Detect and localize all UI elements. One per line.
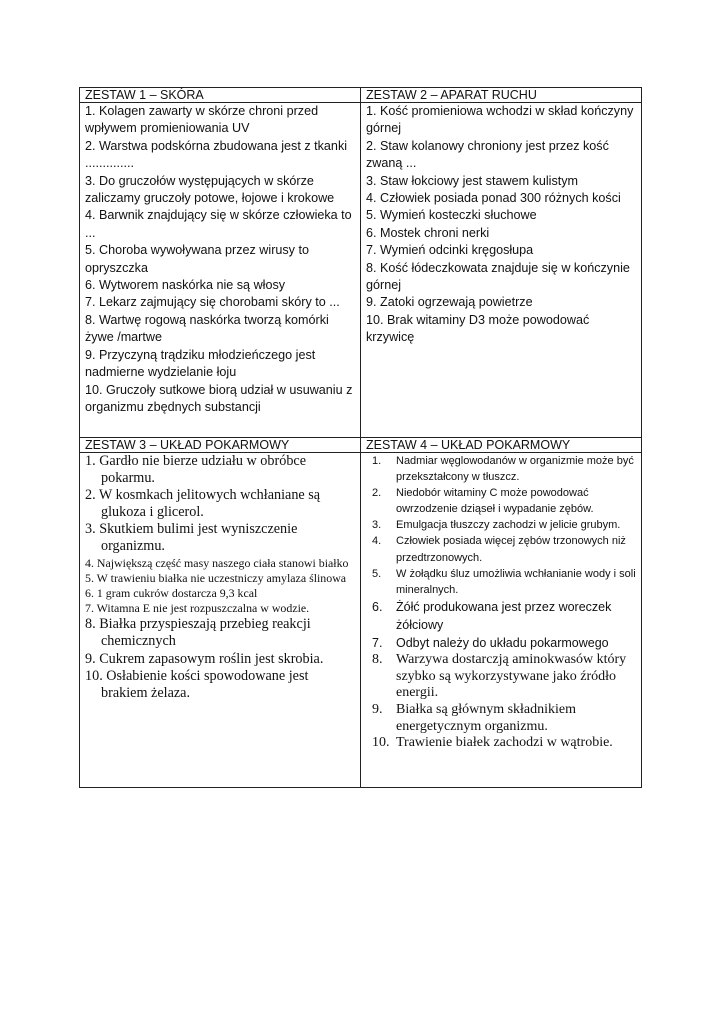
set3-item-2: 2. W kosmkach jelitowych wchłaniane są glukoza i glicerol. bbox=[85, 487, 321, 521]
set2-header: ZESTAW 2 – APARAT RUCHU bbox=[361, 88, 642, 103]
set1-item-10: 10. Gruczoły sutkowe biorą udział w usuwaniu z organizmu zbędnych substancji bbox=[85, 382, 353, 414]
set3-item-9: 9. Cukrem zapasowym roślin jest skrobia. bbox=[85, 650, 324, 667]
set2-body bbox=[361, 103, 642, 438]
set4-item-4-num: 4. bbox=[372, 535, 382, 548]
set4-item-1 bbox=[366, 453, 636, 485]
set4-item-4-text: Człowiek posiada więcej zębów trzonowych niż przedtrzonowych. bbox=[396, 535, 626, 564]
body-row-bottom bbox=[80, 453, 642, 788]
set4-item-4 bbox=[366, 533, 636, 565]
set3-item-7: 7. Witamna E nie jest rozpuszczalna w wodzie. bbox=[85, 601, 310, 616]
set3-item-3: 3. Skutkiem bulimi jest wyniszczenie organizmu. bbox=[85, 521, 298, 555]
header-row-bottom bbox=[80, 438, 642, 453]
set4-item-7-num: 7. bbox=[372, 635, 383, 650]
set4-item-1-text: Nadmiar węglowodanów w organizmie może być przekształcony w tłuszcz. bbox=[396, 455, 634, 484]
set4-item-5 bbox=[366, 566, 636, 598]
quiz-sheet bbox=[79, 87, 641, 788]
set4-item-6-num: 6. bbox=[372, 599, 383, 614]
set3-header: ZESTAW 3 – UKŁAD POKARMOWY bbox=[80, 438, 361, 453]
set4-item-7 bbox=[366, 634, 636, 652]
body-row-top bbox=[80, 103, 642, 438]
set4-item-3-num: 3. bbox=[372, 519, 382, 532]
set3-item-6: 6. 1 gram cukrów dostarcza 9,3 kcal bbox=[85, 585, 258, 600]
set4-item-3-text: Emulgacja tłuszczy zachodzi w jelicie grubym. bbox=[396, 519, 621, 532]
set2-item-5: 5. Wymień kosteczki słuchowe bbox=[366, 208, 537, 223]
set3-item-10: 10. Osłabienie kości spowodowane jest brakiem żelaza. bbox=[85, 667, 309, 701]
set2-item-10: 10. Brak witaminy D3 może powodować krzywicę bbox=[366, 312, 590, 345]
set4-item-8-text: Warzywa dostarczją aminokwasów który szybko są wykorzystywane jako źródło energii. bbox=[396, 651, 627, 701]
set4-item-1-num: 1. bbox=[372, 455, 382, 467]
set2-item-6: 6. Mostek chroni nerki bbox=[366, 225, 490, 240]
set1-item-8: 8. Wartwę rogową naskórka tworzą komórki żywe /martwe bbox=[85, 312, 329, 345]
quiz-table bbox=[79, 87, 642, 788]
set4-item-6-text: Żółć produkowana jest przez woreczek żółciowy bbox=[396, 599, 612, 632]
set1-item-3: 3. Do gruczołów występujących w skórze zaliczamy gruczoły potowe, łojowe i krokowe bbox=[85, 173, 335, 206]
set4-item-3 bbox=[366, 517, 636, 533]
set4-item-2-text: Niedobór witaminy C może powodować owrzodzenie dziąseł i wypadanie zębów. bbox=[396, 487, 594, 516]
set4-item-6 bbox=[366, 598, 636, 634]
set3-item-1: 1. Gardło nie bierze udziału w obróbce pokarmu. bbox=[85, 453, 307, 487]
set1-item-2: 2. Warstwa podskórna zbudowana jest z tkanki .............. bbox=[85, 138, 348, 171]
set4-item-9-num: 9. bbox=[372, 701, 383, 717]
set1-body bbox=[80, 103, 361, 438]
set1-item-6: 6. Wytworem naskórka nie są włosy bbox=[85, 278, 286, 293]
set4-item-9-text: Białka są głównym składnikiem energetycznym organizmu. bbox=[396, 701, 577, 734]
set1-item-7: 7. Lekarz zajmujący się chorobami skóry to ... bbox=[85, 295, 340, 310]
set4-list bbox=[366, 453, 636, 752]
set4-item-10 bbox=[366, 735, 636, 752]
set3-item-4: 4. Największą część masy naszego ciała stanowi białko bbox=[85, 555, 349, 570]
set2-item-2: 2. Staw kolanowy chroniony jest przez kość zwaną ... bbox=[366, 138, 609, 171]
set2-item-7: 7. Wymień odcinki kręgosłupa bbox=[366, 243, 534, 258]
set4-item-10-num: 10. bbox=[372, 735, 390, 751]
set4-header: ZESTAW 4 – UKŁAD POKARMOWY bbox=[361, 438, 642, 453]
set4-item-8-num: 8. bbox=[372, 651, 383, 667]
set2-item-3: 3. Staw łokciowy jest stawem kulistym bbox=[366, 173, 579, 188]
set4-item-2-num: 2. bbox=[372, 487, 382, 500]
set2-item-1: 1. Kość promieniowa wchodzi w skład kończyny górnej bbox=[366, 104, 634, 136]
set3-item-8: 8. Białka przyspieszają przebieg reakcji chemicznych bbox=[85, 616, 311, 650]
set4-item-8 bbox=[366, 652, 636, 702]
set2-item-4: 4. Człowiek posiada ponad 300 różnych kości bbox=[366, 191, 621, 206]
set3-body bbox=[80, 453, 361, 788]
set1-item-5: 5. Choroba wywoływana przez wirusy to opryszczka bbox=[85, 243, 309, 275]
set4-item-10-text: Trawienie białek zachodzi w wątrobie. bbox=[396, 735, 613, 751]
set2-item-9: 9. Zatoki ogrzewają powietrze bbox=[366, 295, 533, 310]
header-row-top bbox=[80, 88, 642, 103]
set4-item-7-text: Odbyt należy do układu pokarmowego bbox=[396, 635, 609, 650]
set1-item-4: 4. Barwnik znajdujący się w skórze człowieka to ... bbox=[85, 208, 352, 240]
set4-item-9 bbox=[366, 702, 636, 735]
set1-header: ZESTAW 1 – SKÓRA bbox=[80, 88, 361, 103]
set4-item-5-num: 5. bbox=[372, 567, 382, 580]
set4-item-2 bbox=[366, 485, 636, 517]
set1-item-9: 9. Przyczyną trądziku młodzieńczego jest nadmierne wydzielanie łoju bbox=[85, 347, 316, 380]
set4-body bbox=[361, 453, 642, 788]
set1-item-1: 1. Kolagen zawarty w skórze chroni przed wpływem promieniowania UV bbox=[85, 104, 319, 136]
set4-item-5-text: W żołądku śluz umożliwia wchłanianie wody i soli mineralnych. bbox=[396, 567, 636, 596]
set3-item-5: 5. W trawieniu białka nie uczestniczy amylaza ślinowa bbox=[85, 570, 347, 585]
set2-item-8: 8. Kość łódeczkowata znajduje się w kończynie górnej bbox=[366, 260, 630, 293]
